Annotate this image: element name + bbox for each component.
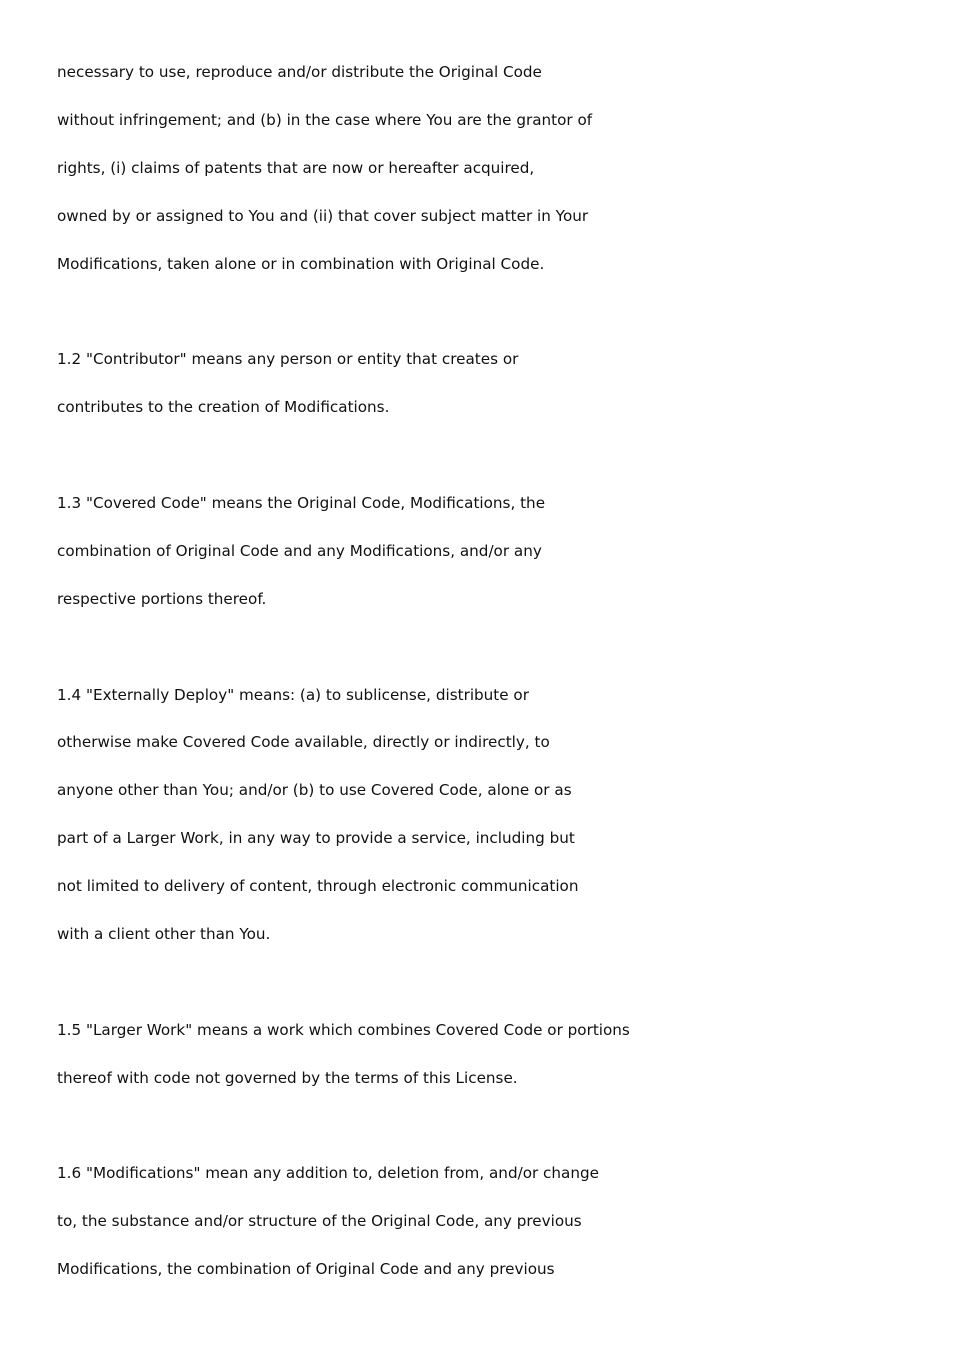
text-line: not limited to delivery of content, through electronic communication [57,877,579,896]
text-line: anyone other than You; and/or (b) to use Covered Code, alone or as [57,781,572,800]
text-line: 1.2 "Contributor" means any person or entity that creates or [57,350,519,369]
text-line: 1.5 "Larger Work" means a work which combines Covered Code or portions [57,1020,630,1039]
text-line: to, the substance and/or structure of the Original Code, any previous [57,1212,582,1231]
text-line: with a client other than You. [57,925,271,944]
paragraph [57,1160,917,1304]
text-line: combination of Original Code and any Modifications, and/or any [57,541,542,560]
text-line: necessary to use, reproduce and/or distribute the Original Code [57,63,542,81]
paragraph-spacer [57,1113,917,1161]
license-text [57,59,917,1304]
text-line: Modifications, taken alone or in combination with Original Code. [57,254,545,273]
paragraph [57,1017,917,1113]
text-line: otherwise make Covered Code available, directly or indirectly, to [57,733,550,752]
paragraph [57,346,917,442]
text-line: thereof with code not governed by the terms of this License. [57,1068,518,1087]
text-line: Modifications, the combination of Original Code and any previous [57,1260,555,1279]
paragraph-spacer [57,634,917,682]
paragraph [57,59,917,298]
text-line: 1.3 "Covered Code" means the Original Code, Modifications, the [57,494,546,513]
paragraph-spacer [57,298,917,346]
text-line: rights, (i) claims of patents that are now or hereafter acquired, [57,158,535,177]
text-line: contributes to the creation of Modifications. [57,398,390,417]
paragraph-spacer [57,442,917,490]
text-line: 1.6 "Modifications" mean any addition to, deletion from, and/or change [57,1164,599,1183]
text-line: 1.4 "Externally Deploy" means: (a) to sublicense, distribute or [57,685,529,704]
text-line: part of a Larger Work, in any way to provide a service, including but [57,829,575,848]
paragraph [57,490,917,634]
paragraph [57,682,917,969]
text-line: respective portions thereof. [57,589,267,608]
paragraph-spacer [57,969,917,1017]
text-line: owned by or assigned to You and (ii) that cover subject matter in Your [57,206,589,225]
text-line: without infringement; and (b) in the case where You are the grantor of [57,110,593,129]
